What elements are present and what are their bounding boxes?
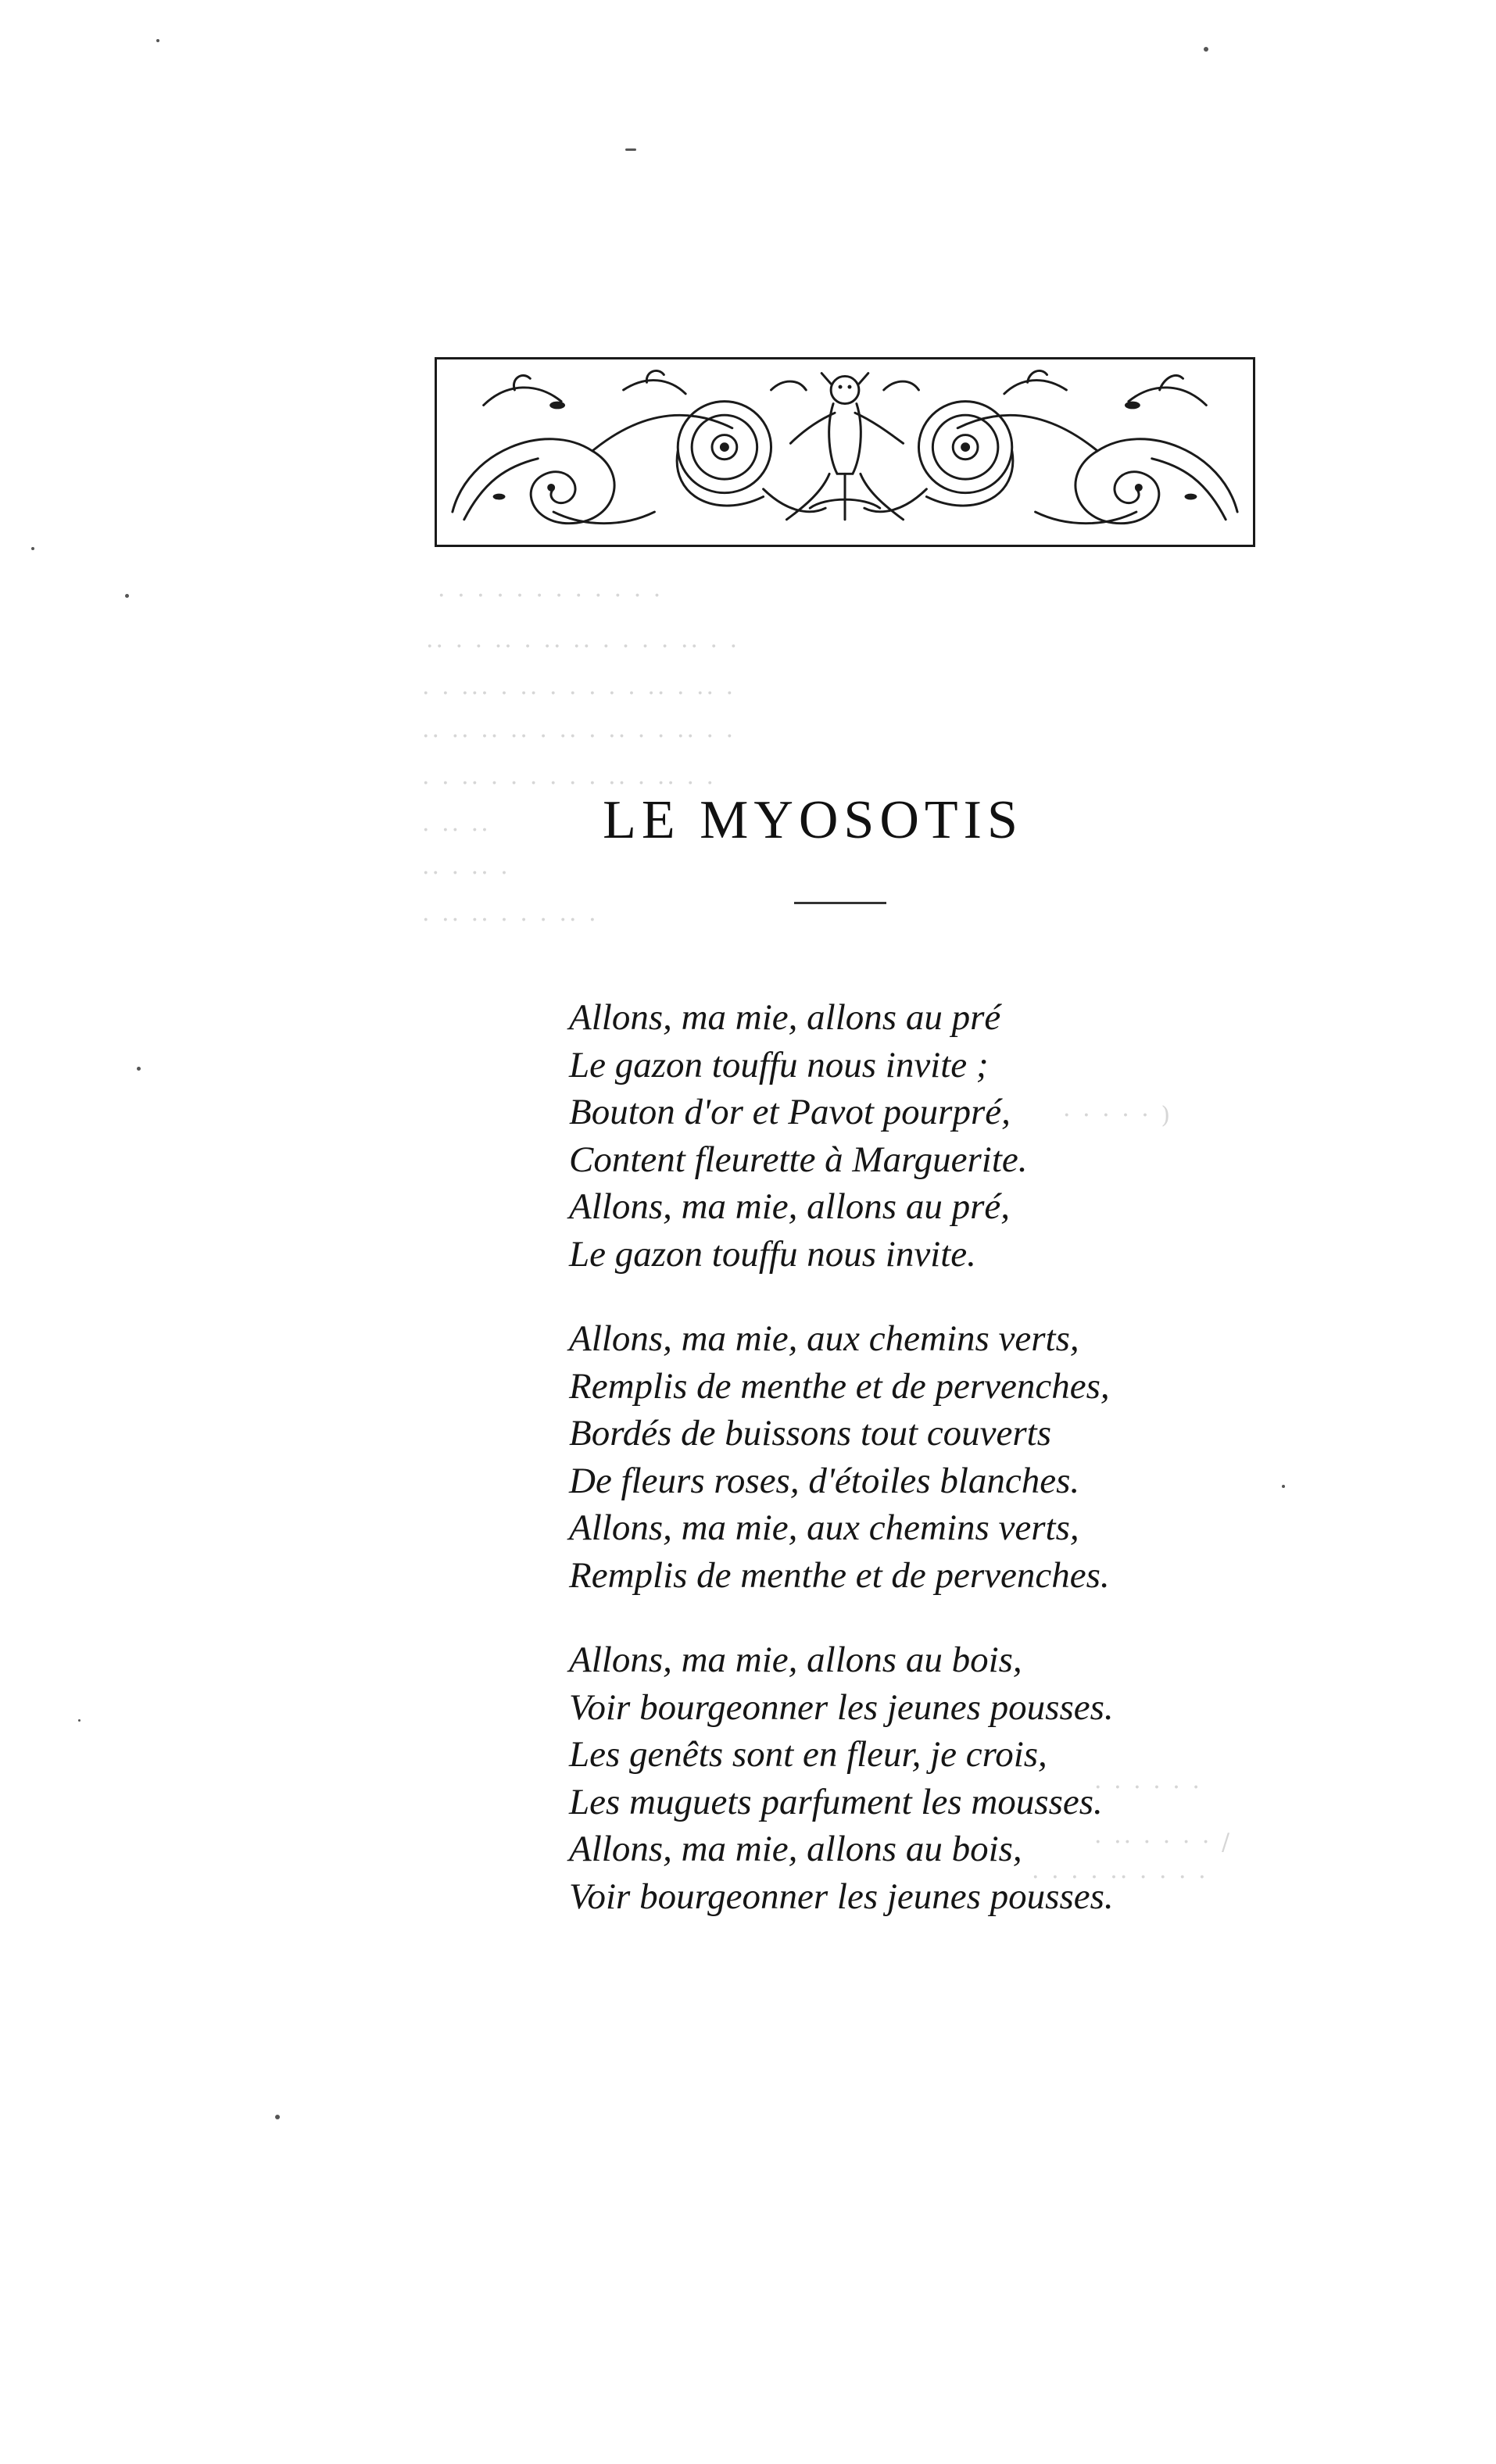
paper-speck (31, 547, 34, 550)
verse-line: Les genêts sont en fleur, je crois, (569, 1734, 1047, 1775)
bleed-through-text: · · ·· · · · · · · ·· · ·· · · (422, 770, 717, 797)
paper-speck (125, 594, 129, 598)
verse-line: Bordés de buissons tout couverts (569, 1413, 1052, 1454)
verse-line: Content fleurette à Marguerite. (569, 1139, 1028, 1180)
bleed-through-text: · · · · · · (1094, 1774, 1202, 1801)
paper-speck (1204, 47, 1208, 52)
verse-line: Allons, ma mie, allons au pré, (569, 1186, 1010, 1227)
verse-line: Bouton d'or et Pavot pourpré, (569, 1092, 1011, 1132)
bleed-through-text: · · · · · · · · · · · · (438, 582, 664, 610)
paper-speck (156, 39, 159, 42)
bleed-through-text: · · · · · ) (1063, 1102, 1173, 1129)
bleed-through-text: ·· · ·· · (422, 860, 510, 887)
title-rule-divider (794, 902, 886, 904)
headpiece-vignette-image (437, 359, 1253, 545)
verse-line: Voir bourgeonner les jeunes pousses. (569, 1686, 1114, 1728)
paper-speck (78, 1719, 81, 1722)
verse-line: Allons, ma mie, aux chemins verts, (569, 1318, 1079, 1359)
verse-line: Allons, ma mie, aux chemins verts, (569, 1507, 1079, 1548)
paper-speck (275, 2115, 280, 2119)
verse-line: Allons, ma mie, allons au pré (569, 997, 1001, 1038)
verse-line: Voir bourgeonner les jeunes pousses. (569, 1876, 1114, 1917)
verse-line: Les muguets parfument les mousses. (569, 1781, 1103, 1822)
paper-speck (1282, 1485, 1285, 1488)
poem-title: LE MYOSOTIS (603, 790, 1023, 850)
bleed-through-text: · ·· ·· (422, 817, 491, 844)
bleed-through-text: · · · · ·· · · · · (1032, 1864, 1208, 1891)
bleed-through-text: · ·· ·· · · · ·· · (422, 907, 599, 934)
bleed-through-text: ·· · · ·· · ·· ·· · · · · ·· · · (426, 633, 740, 660)
verse-line: De fleurs roses, d'étoiles blanches. (569, 1460, 1080, 1501)
verse-line: Allons, ma mie, allons au bois, (569, 1640, 1022, 1680)
stanza-2 (569, 1315, 1272, 1599)
stanza-3 (569, 1636, 1272, 1920)
bleed-through-text: · · ··· · ·· · · · · · ·· · ·· · (422, 680, 736, 707)
stanza-1 (569, 994, 1272, 1278)
verse-line: Remplis de menthe et de pervenches, (569, 1365, 1110, 1407)
verse-line: Le gazon touffu nous invite ; (569, 1044, 989, 1085)
headpiece-ornament (435, 357, 1255, 547)
bleed-through-text: · ·· · · · · / (1094, 1829, 1233, 1856)
bleed-through-text: ·· ·· ·· ·· · ·· · ·· · · ·· · · (422, 723, 736, 750)
verse-line: Le gazon touffu nous invite. (569, 1233, 976, 1275)
poem-body (569, 994, 1272, 1958)
paper-speck (625, 148, 636, 151)
paper-speck (137, 1067, 141, 1071)
verse-line: Allons, ma mie, allons au bois, (569, 1829, 1022, 1869)
verse-line: Remplis de menthe et de pervenches. (569, 1554, 1110, 1596)
